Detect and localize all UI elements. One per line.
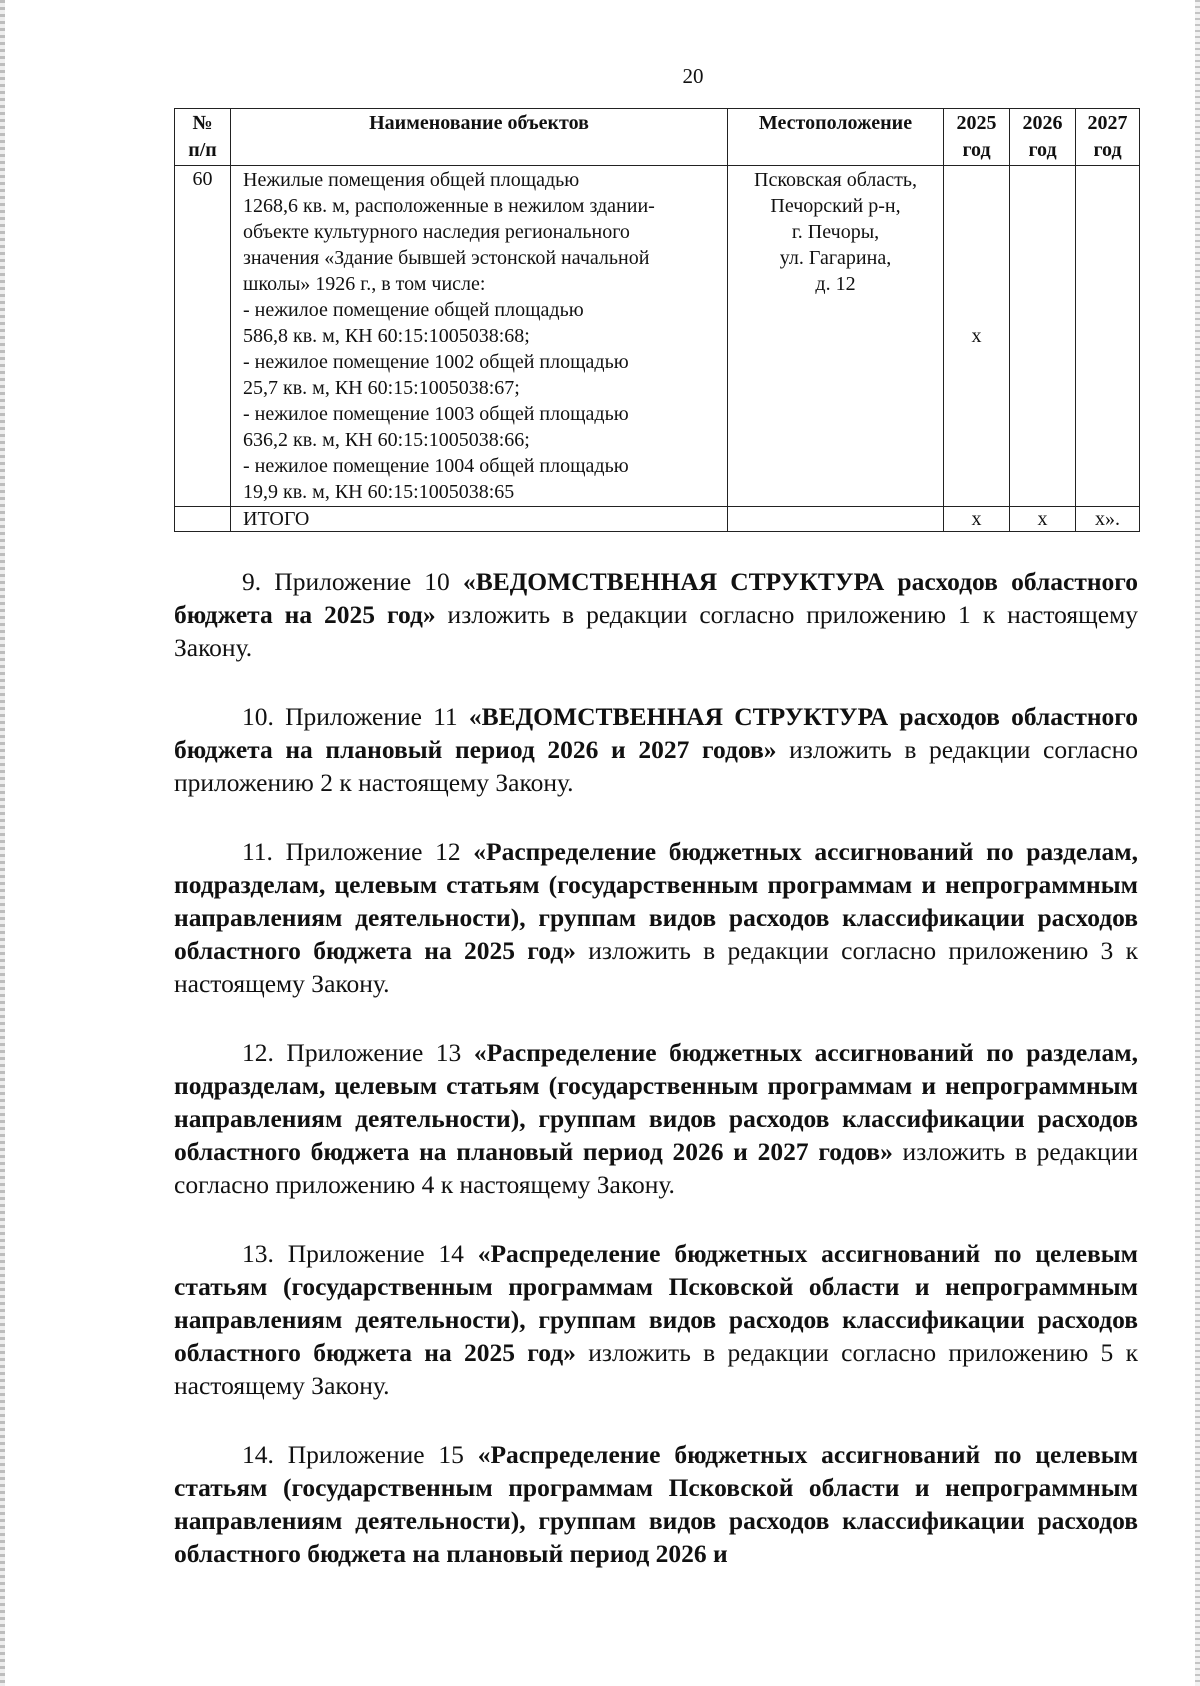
paragraph-title: «ВЕДОМСТВЕННАЯ СТРУКТУРА расходов областного бюджета на 2025 год» bbox=[174, 567, 1138, 629]
row-name-line: 25,7 кв. м, КН 60:15:1005038:67; bbox=[243, 377, 520, 399]
paragraph-prefix: 11. Приложение 12 bbox=[242, 837, 474, 866]
document-body bbox=[174, 565, 1138, 1606]
row-name-line: объекте культурного наследия регионального bbox=[243, 221, 630, 243]
row-name-line: - нежилое помещение 1003 общей площадью bbox=[243, 403, 629, 425]
row-2025: х bbox=[944, 166, 1010, 507]
paragraph-title: «Распределение бюджетных ассигнований по разделам, подразделам, целевым статьям (государственным программам и непрограммным направлениям деятельности), группам видов расходов классификации расходов областного бюджета на плановый период 2026 и 2027 годов» bbox=[174, 1038, 1138, 1166]
header-2027-line1: 2027 bbox=[1087, 112, 1128, 134]
paragraph-title: «Распределение бюджетных ассигнований по целевым статьям (государственным программам Псковской области и непрограммным направлениям деятельности), группам видов расходов классификации расходов областного бюджета на 2025 год» bbox=[174, 1239, 1138, 1367]
header-2026 bbox=[1010, 109, 1076, 166]
total-row bbox=[175, 507, 1140, 532]
row-name-line: Нежилые помещения общей площадью bbox=[243, 169, 580, 191]
row-name-line: 1268,6 кв. м, расположенные в нежилом здании- bbox=[243, 195, 655, 217]
header-2025-line1: 2025 bbox=[956, 112, 997, 134]
header-location: Местоположение bbox=[728, 109, 944, 166]
header-2027-line2: год bbox=[1093, 139, 1122, 161]
row-location-line: д. 12 bbox=[815, 273, 856, 295]
header-num bbox=[175, 109, 231, 166]
header-num-line2: п/п bbox=[188, 139, 217, 161]
paragraph-9 bbox=[174, 565, 1138, 664]
scan-edge-right bbox=[1195, 0, 1200, 1686]
header-2027 bbox=[1076, 109, 1140, 166]
paragraph-title: «Распределение бюджетных ассигнований по целевым статьям (государственным программам Псковской области и непрограммным направлениям деятельности), группам видов расходов классификации расходов областного бюджета на плановый период 2026 и bbox=[174, 1440, 1138, 1568]
total-num bbox=[175, 507, 231, 532]
header-name: Наименование объектов bbox=[231, 109, 728, 166]
row-name-line: - нежилое помещение общей площадью bbox=[243, 299, 584, 321]
table-header-row bbox=[175, 109, 1140, 166]
scan-edge-left bbox=[0, 0, 5, 1686]
paragraph-prefix: 13. Приложение 14 bbox=[242, 1239, 478, 1268]
header-num-line1: № bbox=[192, 112, 213, 134]
total-2025: х bbox=[944, 507, 1010, 532]
page-number: 20 bbox=[682, 64, 704, 88]
paragraph-suffix: изложить в редакции согласно приложению 2 к настоящему Закону. bbox=[174, 735, 1138, 797]
header-2026-line2: год bbox=[1028, 139, 1057, 161]
row-name-line: значения «Здание бывшей эстонской начальной bbox=[243, 247, 650, 269]
row-location-line: Псковская область, bbox=[754, 169, 917, 191]
paragraph-title: «ВЕДОМСТВЕННАЯ СТРУКТУРА расходов областного бюджета на плановый период 2026 и 2027 годов» bbox=[174, 702, 1138, 764]
row-name bbox=[231, 166, 728, 507]
total-2027: х». bbox=[1076, 507, 1140, 532]
paragraph-12 bbox=[174, 1036, 1138, 1201]
paragraph-prefix: 9. Приложение 10 bbox=[242, 567, 463, 596]
header-2026-line1: 2026 bbox=[1022, 112, 1063, 134]
paragraph-14 bbox=[174, 1438, 1138, 1570]
paragraph-suffix: изложить в редакции согласно приложению 1 к настоящему Закону. bbox=[174, 600, 1138, 662]
total-2026: х bbox=[1010, 507, 1076, 532]
objects-table bbox=[174, 108, 1140, 532]
paragraph-suffix: изложить в редакции согласно приложению 3 к настоящему Закону. bbox=[174, 936, 1138, 998]
header-2025 bbox=[944, 109, 1010, 166]
paragraph-suffix: изложить в редакции согласно приложению 4 к настоящему Закону. bbox=[174, 1137, 1139, 1199]
row-name-line: - нежилое помещение 1002 общей площадью bbox=[243, 351, 629, 373]
row-name-line: 586,8 кв. м, КН 60:15:1005038:68; bbox=[243, 325, 530, 347]
row-name-line: 19,9 кв. м, КН 60:15:1005038:65 bbox=[243, 481, 515, 503]
paragraph-prefix: 12. Приложение 13 bbox=[242, 1038, 474, 1067]
paragraph-suffix: изложить в редакции согласно приложению 5 к настоящему Закону. bbox=[174, 1338, 1138, 1400]
total-label: ИТОГО bbox=[231, 507, 728, 532]
paragraph-prefix: 14. Приложение 15 bbox=[242, 1440, 478, 1469]
row-location-line: Печорский р-н, bbox=[770, 195, 901, 217]
row-2026 bbox=[1010, 166, 1076, 507]
row-location-line: г. Печоры, bbox=[791, 221, 880, 243]
row-name-line: - нежилое помещение 1004 общей площадью bbox=[243, 455, 629, 477]
paragraph-prefix: 10. Приложение 11 bbox=[242, 702, 469, 731]
paragraph-10 bbox=[174, 700, 1138, 799]
paragraph-11 bbox=[174, 835, 1138, 1000]
header-2025-line2: год bbox=[962, 139, 991, 161]
row-num: 60 bbox=[175, 166, 231, 507]
row-name-line: школы» 1926 г., в том числе: bbox=[243, 273, 486, 295]
row-location bbox=[728, 166, 944, 507]
paragraph-13 bbox=[174, 1237, 1138, 1402]
row-location-line: ул. Гагарина, bbox=[779, 247, 892, 269]
table-row bbox=[175, 166, 1140, 507]
paragraph-title: «Распределение бюджетных ассигнований по разделам, подразделам, целевым статьям (государственным программам и непрограммным направлениям деятельности), группам видов расходов классификации расходов областного бюджета на 2025 год» bbox=[174, 837, 1138, 965]
row-2027 bbox=[1076, 166, 1140, 507]
total-location bbox=[728, 507, 944, 532]
row-name-line: 636,2 кв. м, КН 60:15:1005038:66; bbox=[243, 429, 530, 451]
